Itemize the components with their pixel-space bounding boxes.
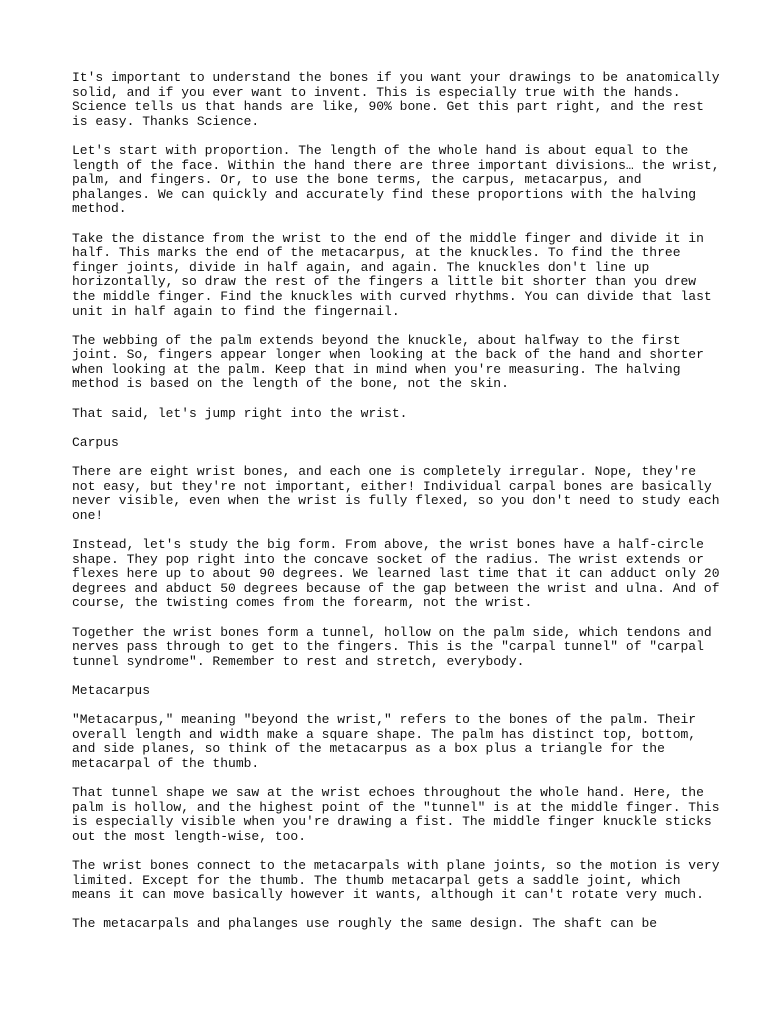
paragraph-webbing: The webbing of the palm extends beyond the knuckle, about halfway to the first joint. So, fingers appear longer when looking at the back of the hand and shorter when looking at the palm. Keep that in mind when you're measuring. The halving method is based on the length of the bone, not the skin.	[72, 332, 704, 392]
paragraph-big-form: Instead, let's study the big form. From above, the wrist bones have a half-circle shape. They pop right into the concave socket of the radius. The wrist extends or flexes here up to about 90 degrees. We learned last time that it can adduct only 20 degrees and abduct 50 degrees because of the gap between the wrist and ulna. And of course, the twisting comes from the forearm, not the wrist.	[72, 537, 720, 611]
paragraph-intro: It's important to understand the bones if you want your drawings to be anatomically solid, and if you ever want to invent. This is especially true with the hands. Science tells us that hands are like, 90% bone. Get this part right, and the rest is easy. Thanks Science.	[72, 70, 720, 129]
paragraph-proportion: Let's start with proportion. The length of the whole hand is about equal to the length of the face. Within the hand there are three important divisions… the wrist, palm, and fingers. Or, to use the bone terms, the carpus, metacarpus, and phalanges. We can quickly and accurately find these proportions with the halving method.	[72, 142, 720, 217]
paragraph-carpal-tunnel: Together the wrist bones form a tunnel, hollow on the palm side, which tendons and nerves pass through to get to the fingers. This is the "carpal tunnel" of "carpal tunnel syndrome". Remember to rest and stretch, everybody.	[72, 624, 712, 669]
paragraph-phalanges-design: The metacarpals and phalanges use roughly the same design. The shaft can be	[72, 916, 658, 932]
paragraph-metacarpus-definition: "Metacarpus," meaning "beyond the wrist," refers to the bones of the palm. Their overall length and width make a square shape. The palm has distinct top, bottom, and side planes, so think of the metacarpus as a box plus a triangle for the metacarpal of the thumb.	[72, 712, 697, 771]
paragraph-transition-wrist: That said, let's jump right into the wrist.	[72, 405, 408, 421]
section-heading-metacarpus: Metacarpus	[72, 682, 151, 698]
document-page	[72, 70, 720, 947]
paragraph-joints: The wrist bones connect to the metacarpals with plane joints, so the motion is very limited. Except for the thumb. The thumb metacarpal gets a saddle joint, which means it can move basically however it wants, although it can't rotate very much.	[72, 858, 720, 903]
section-heading-carpus: Carpus	[72, 434, 119, 450]
paragraph-tunnel-shape: That tunnel shape we saw at the wrist echoes throughout the whole hand. Here, the palm is hollow, and the highest point of the "tunnel" is at the middle finger. This is especially visible when you're drawing a fist. The middle finger knuckle sticks out the most length-wise, too.	[72, 785, 720, 844]
paragraph-halving: Take the distance from the wrist to the end of the middle finger and divide it in half. This marks the end of the metacarpus, at the knuckles. To find the three finger joints, divide in half again, and again. The knuckles don't line up horizontally, so draw the rest of the fingers a little bit shorter than you drew the middle finger. Find the knuckles with curved rhythms. You can divide that last unit in half again to find the fingernail.	[72, 230, 712, 319]
paragraph-carpal-bones: There are eight wrist bones, and each one is completely irregular. Nope, they're not easy, but they're not important, either! Individual carpal bones are basically never visible, even when the wrist is fully flexed, so you don't need to study each one!	[72, 464, 720, 523]
